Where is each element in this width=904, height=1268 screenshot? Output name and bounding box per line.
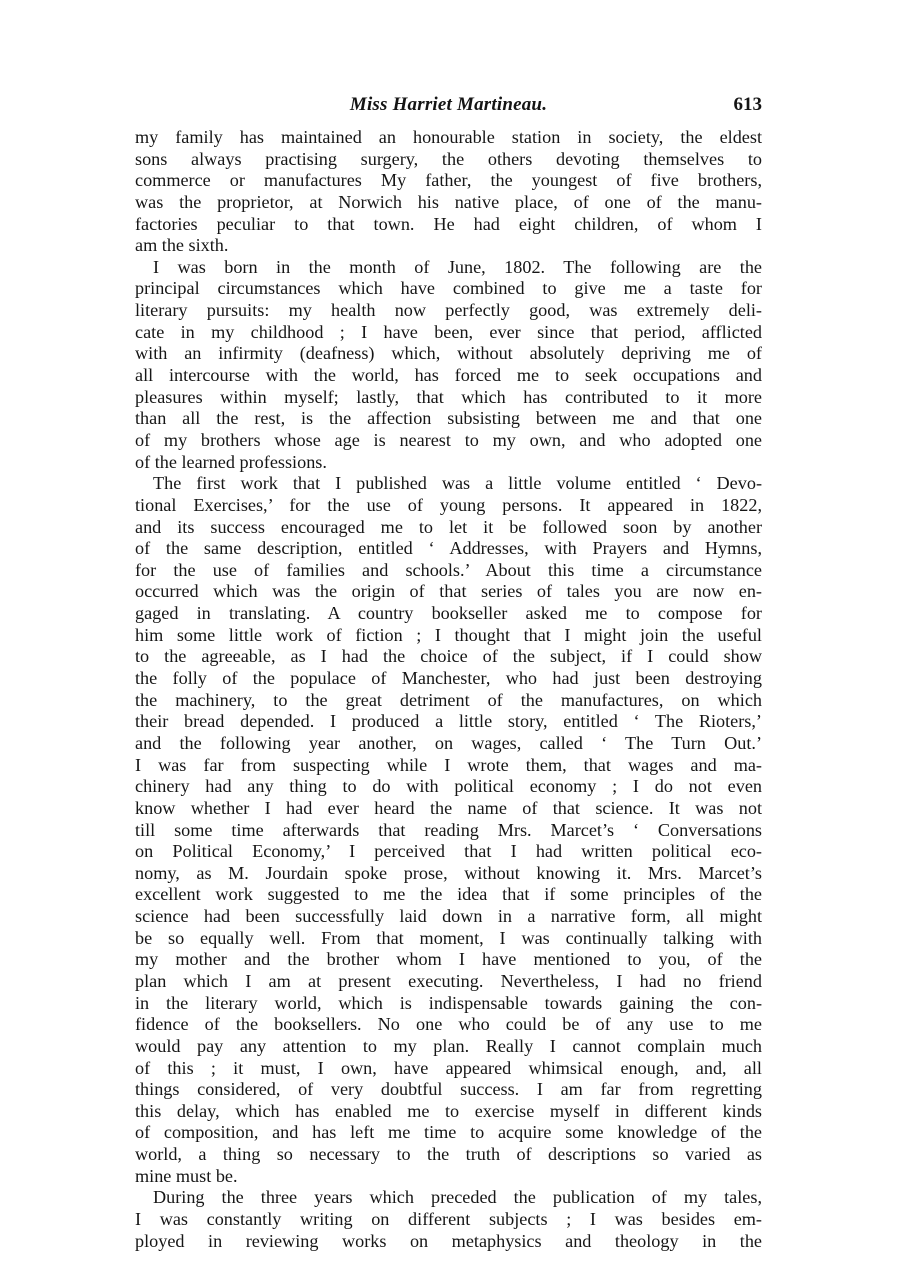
text-line: and its success encouraged me to let it be followed soon by another bbox=[135, 516, 762, 537]
text-line: of this ; it must, I own, have appeared whimsical enough, and, all bbox=[135, 1057, 762, 1078]
text-line: chinery had any thing to do with political economy ; I do not even bbox=[135, 776, 762, 797]
text-line: fidence of the booksellers. No one who could be of any use to me bbox=[135, 1014, 762, 1035]
text-line: principal circumstances which have combined to give me a taste for bbox=[135, 278, 762, 299]
text-line: nomy, as M. Jourdain spoke prose, without knowing it. Mrs. Marcet’s bbox=[135, 862, 762, 883]
text-line: During the three years which preceded the publication of my tales, bbox=[153, 1187, 762, 1208]
text-line: commerce or manufactures My father, the youngest of five brothers, bbox=[135, 170, 762, 191]
running-head bbox=[135, 94, 762, 118]
text-line: of composition, and has left me time to acquire some knowledge of the bbox=[135, 1122, 762, 1143]
text-line: my family has maintained an honourable station in society, the eldest bbox=[135, 127, 762, 147]
text-line: gaged in translating. A country bookseller asked me to compose for bbox=[135, 603, 762, 624]
text-line: The first work that I published was a little volume entitled ‘ Devo- bbox=[153, 473, 762, 494]
text-line: was the proprietor, at Norwich his native place, of one of the manu- bbox=[135, 191, 762, 212]
paragraph bbox=[135, 473, 762, 1187]
text-line: their bread depended. I produced a little story, entitled ‘ The Rioters,’ bbox=[135, 711, 762, 732]
text-line: this delay, which has enabled me to exercise myself in different kinds bbox=[135, 1100, 762, 1121]
text-line: to the agreeable, as I had the choice of the subject, if I could show bbox=[135, 646, 762, 667]
text-line: for the use of families and schools.’ About this time a circumstance bbox=[135, 559, 762, 580]
text-line: would pay any attention to my plan. Really I cannot complain much bbox=[135, 1035, 762, 1056]
paragraph bbox=[135, 127, 762, 257]
text-line: with an infirmity (deafness) which, without absolutely depriving me of bbox=[135, 343, 762, 364]
text-line: pleasures within myself; lastly, that which has contributed to it more bbox=[135, 386, 762, 407]
text-line: things considered, of very doubtful success. I am far from regretting bbox=[135, 1079, 762, 1100]
text-line: my mother and the brother whom I have mentioned to you, of the bbox=[135, 949, 762, 970]
body-text bbox=[135, 127, 762, 1252]
text-line: and the following year another, on wages, called ‘ The Turn Out.’ bbox=[135, 732, 762, 753]
running-title: Miss Harriet Martineau. bbox=[349, 94, 548, 115]
paragraph bbox=[135, 1187, 762, 1252]
page-number: 613 bbox=[733, 94, 762, 115]
text-line: be so equally well. From that moment, I was continually talking with bbox=[135, 927, 762, 948]
text-line: sons always practising surgery, the others devoting themselves to bbox=[135, 148, 762, 169]
text-line: the folly of the populace of Manchester, who had just been destroying bbox=[135, 668, 762, 689]
text-line: know whether I had ever heard the name of that science. It was not bbox=[135, 797, 762, 818]
text-line: in the literary world, which is indispensable towards gaining the con- bbox=[135, 992, 762, 1013]
text-line: him some little work of fiction ; I thought that I might join the useful bbox=[135, 624, 762, 645]
text-line: of the same description, entitled ‘ Addresses, with Prayers and Hymns, bbox=[135, 538, 762, 559]
text-line: factories peculiar to that town. He had eight children, of whom I bbox=[135, 213, 762, 234]
text-line: tional Exercises,’ for the use of young persons. It appeared in 1822, bbox=[135, 494, 762, 515]
text-line: all intercourse with the world, has forced me to seek occupations and bbox=[135, 365, 762, 386]
text-line: I was constantly writing on different subjects ; I was besides em- bbox=[135, 1209, 762, 1230]
text-line: on Political Economy,’ I perceived that I had written political eco- bbox=[135, 841, 762, 862]
text-line: of my brothers whose age is nearest to my own, and who adopted one bbox=[135, 429, 762, 450]
text-line: the machinery, to the great detriment of the manufactures, on which bbox=[135, 689, 762, 710]
text-line: till some time afterwards that reading Mrs. Marcet’s ‘ Conversations bbox=[135, 819, 762, 840]
text-line: I was born in the month of June, 1802. The following are the bbox=[153, 256, 762, 277]
paragraph bbox=[135, 257, 762, 473]
text-line: plan which I am at present executing. Nevertheless, I had no friend bbox=[135, 970, 762, 991]
text-line: of the learned professions. bbox=[135, 451, 327, 472]
text-line: mine must be. bbox=[135, 1165, 238, 1186]
text-line: I was far from suspecting while I wrote them, that wages and ma- bbox=[135, 754, 762, 775]
text-line: am the sixth. bbox=[135, 235, 229, 256]
text-line: literary pursuits: my health now perfectly good, was extremely deli- bbox=[135, 300, 762, 321]
text-line: science had been successfully laid down in a narrative form, all might bbox=[135, 906, 762, 927]
text-line: world, a thing so necessary to the truth of descriptions so varied as bbox=[135, 1144, 762, 1165]
text-line: ployed in reviewing works on metaphysics and theology in the bbox=[135, 1230, 762, 1251]
text-line: cate in my childhood ; I have been, ever since that period, afflicted bbox=[135, 321, 762, 342]
text-line: than all the rest, is the affection subsisting between me and that one bbox=[135, 408, 762, 429]
text-line: excellent work suggested to me the idea that if some principles of the bbox=[135, 884, 762, 905]
text-line: occurred which was the origin of that series of tales you are now en- bbox=[135, 581, 762, 602]
